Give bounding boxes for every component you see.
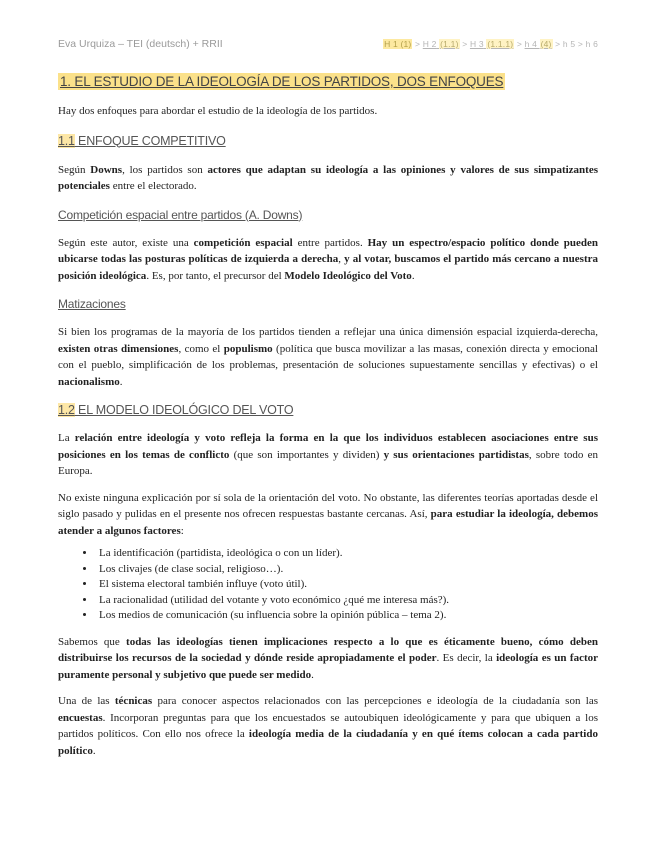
- list-item: • El sistema electoral también influye (voto útil).: [96, 577, 598, 593]
- author-label: Eva Urquiza – TEI (deutsch) + RRII: [58, 38, 223, 50]
- subheading-matizaciones: Matizaciones: [58, 297, 126, 311]
- section-1-2-heading: 1.2 EL MODELO IDEOLÓGICO DEL VOTO: [58, 403, 294, 417]
- section-1-heading: 1. EL ESTUDIO DE LA IDEOLOGÍA DE LOS PARTIDOS, DOS ENFOQUES: [60, 74, 504, 89]
- section-1-1-heading: 1.1 ENFOQUE COMPETITIVO: [58, 133, 226, 148]
- list-item: • La identificación (partidista, ideológica o con un líder).: [96, 546, 598, 562]
- encuestas-paragraph: Una de las técnicas para conocer aspectos relacionados con las percepciones e ideología de la ciudadanía son las encuestas. Incorporan preguntas para que los encuestados se autoubiquen ideológicamente y para que ubiquen a los partidos políticos. Con ello nos ofrece la ideología media de la ciudadanía y en qué ítems colocan a cada partido político.: [58, 695, 598, 757]
- section-1-intro: Hay dos enfoques para abordar el estudio de la ideología de los partidos.: [58, 105, 378, 117]
- list-item: • Los clivajes (de clase social, religioso…).: [96, 562, 598, 578]
- list-item: • La racionalidad (utilidad del votante y voto económico ¿qué me interesa más?).: [96, 593, 598, 609]
- relacion-ideologia-voto-paragraph: La relación entre ideología y voto refleja la forma en la que los individuos establecen asociaciones entre sus posiciones en los temas de conflicto (que son importantes y dividen) y sus orientaciones partidistas, sobre todo en Europa.: [58, 432, 599, 477]
- document-page: [58, 38, 598, 759]
- heading-legend: H 1 (1) > H 2 (1.1) > H 3 (1.1.1) > h 4 (4) > h 5 > h 6: [384, 39, 598, 49]
- page-header: [58, 38, 598, 54]
- subheading-competicion-espacial: Competición espacial entre partidos (A. Downs): [58, 207, 303, 222]
- factors-list: [58, 546, 598, 624]
- competicion-espacial-paragraph: Según este autor, existe una competición espacial entre partidos. Hay un espectro/espacio político donde pueden ubicarse todas las posturas políticas de izquierda a derecha, y al votar, buscamos el partido más cercano a nuestra posición ideológica. Es, por tanto, el precursor del Modelo Ideológico del Voto.: [58, 236, 598, 282]
- list-item: • Los medios de comunicación (su influencia sobre la opinión pública – tema 2).: [96, 608, 598, 624]
- matizaciones-paragraph: Si bien los programas de la mayoría de los partidos tienden a reflejar una única dimensión espacial izquierda-derecha, existen otras dimensiones, como el populismo (política que busca movilizar a las masas, conexión directa y emocional con el pueblo, simplificación de los problemas, presentación de soluciones supuestamente sencillas y efectivas) o el nacionalismo.: [58, 326, 598, 388]
- explicacion-voto-paragraph: No existe ninguna explicación por sí sola de la orientación del voto. No obstante, las diferentes teorías aportadas desde el siglo pasado y pulidas en el presente nos ofrecen respuestas bastante cercanas. Así, para estudiar la ideología, debemos atender a algunos factores:: [58, 491, 598, 537]
- implicaciones-paragraph: Sabemos que todas las ideologías tienen implicaciones respecto a lo que es éticamente bueno, cómo deben distribuirse los recursos de la sociedad y dónde reside apropiadamente el poder. Es decir, la ideología es un factor puramente personal y subjetivo que puede ser medido.: [58, 635, 599, 681]
- downs-paragraph: Según Downs, los partidos son actores que adaptan su ideología a las opiniones y valores de sus simpatizantes potenciales entre el electorado.: [58, 163, 599, 192]
